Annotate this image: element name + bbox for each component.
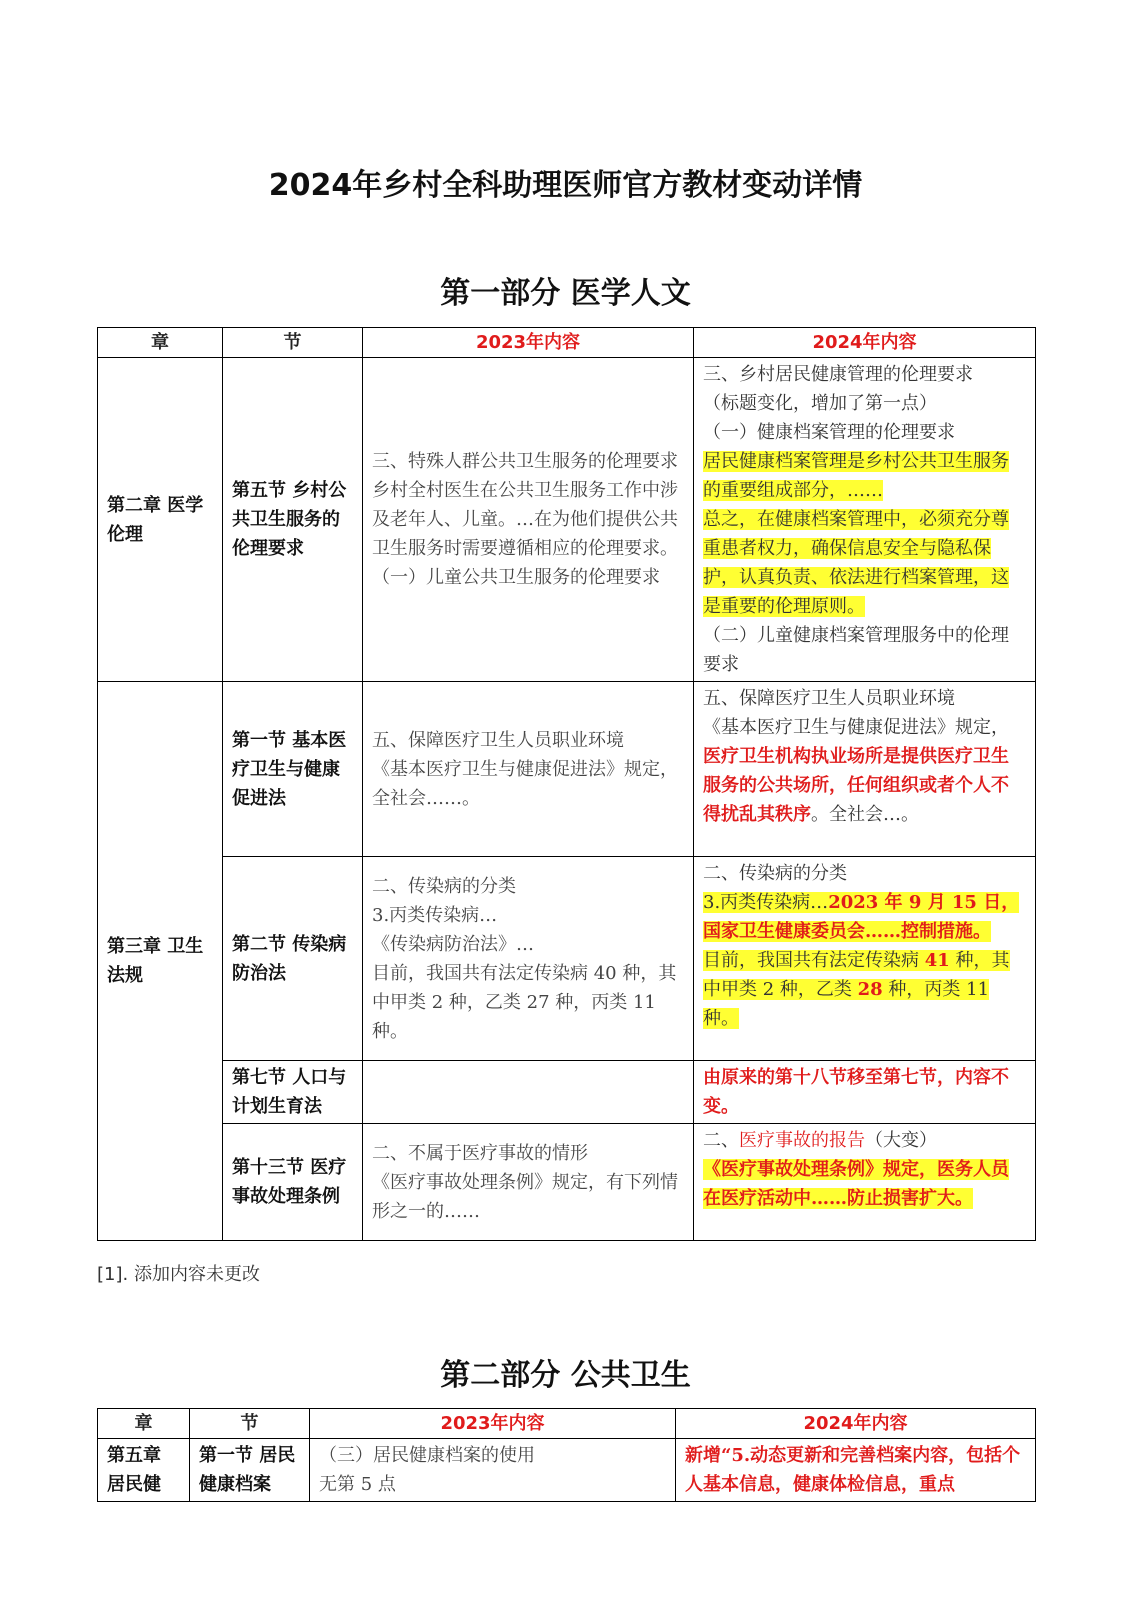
section-cell: 第七节 人口与计划生育法 — [223, 1061, 363, 1124]
text-line: 乡村全村医生在公共卫生服务工作中涉及老年人、儿童。…在为他们提供公共卫生服务时需要遵循相应的伦理要求。 — [372, 480, 678, 559]
section-cell: 第十三节 医疗事故处理条例 — [223, 1124, 363, 1241]
text-span: （大变） — [865, 1130, 937, 1151]
changed-heading: 医疗事故的报告 — [739, 1130, 865, 1151]
text-span: 《基本医疗卫生与健康促进法》规定， — [703, 717, 1009, 738]
highlighted-text: 总之，在健康档案管理中，必须充分尊重患者权力，确保信息安全与隐私保护，认真负责、依法进行档案管理，这是重要的伦理原则。 — [703, 509, 1009, 617]
highlighted-text: 居民健康档案管理是乡村公共卫生服务的重要组成部分，…… — [703, 451, 1009, 501]
section-cell: 第五节 乡村公共卫生服务的伦理要求 — [223, 358, 363, 682]
text-line: 《医疗事故处理条例》规定，有下列情形之一的…… — [372, 1171, 678, 1222]
header-2024: 2024年内容 — [694, 328, 1036, 358]
text-line: 五、保障医疗卫生人员职业环境 — [372, 729, 624, 751]
text-line: 3.丙类传染病… — [372, 904, 498, 926]
changed-number: 41 — [924, 950, 950, 971]
header-section: 节 — [190, 1409, 310, 1439]
document-title: 2024年乡村全科助理医师官方教材变动详情 — [268, 168, 863, 203]
content-2024-cell: 新增“5.动态更新和完善档案内容，包括个人基本信息，健康体检信息，重点 — [676, 1439, 1036, 1502]
table-header-row — [98, 1409, 1036, 1439]
content-2023-cell — [363, 1061, 694, 1124]
text-span: 目前，我国共有法定传染病 — [703, 950, 925, 971]
added-text: 2023 年 9 月 15 日，国家卫生健康委员会……控制措施。 — [703, 892, 1020, 942]
header-2023: 2023年内容 — [310, 1409, 676, 1439]
content-2023-cell — [363, 857, 694, 1061]
content-2024-cell — [694, 857, 1036, 1061]
text-line: 五、保障医疗卫生人员职业环境 — [703, 688, 955, 709]
footnote: [1]. 添加内容未更改 — [97, 1264, 260, 1285]
header-chapter: 章 — [98, 1409, 190, 1439]
content-2023-cell — [363, 358, 694, 682]
header-chapter: 章 — [98, 328, 223, 358]
header-2024: 2024年内容 — [676, 1409, 1036, 1439]
table-row — [98, 1439, 1036, 1502]
part-two-table — [97, 1408, 1036, 1502]
added-text: 医疗卫生机构执业场所是提供医疗卫生服务的公共场所，任何组织或者个人不得扰乱其秩序 — [703, 746, 1009, 825]
text-line: 《基本医疗卫生与健康促进法》规定，全社会……。 — [372, 758, 678, 809]
text-line: （一）健康档案管理的伦理要求 — [703, 422, 955, 443]
content-2024-cell — [694, 682, 1036, 857]
text-line: 三、特殊人群公共卫生服务的伦理要求 — [372, 451, 678, 472]
highlighted-text — [703, 950, 1010, 1029]
content-2023-cell — [363, 1124, 694, 1241]
text-line: （标题变化，增加了第一点） — [703, 393, 937, 414]
section-cell: 第二节 传染病防治法 — [223, 857, 363, 1061]
text-line: 二、传染病的分类 — [372, 875, 516, 897]
table-row — [98, 682, 1036, 857]
chapter-cell: 第二章 医学伦理 — [98, 358, 223, 682]
text-span: 。全社会…。 — [811, 804, 919, 825]
text-span: 3.丙类传染病… — [703, 892, 829, 913]
section-cell: 第一节 居民健康档案 — [190, 1439, 310, 1502]
text-span: 种，其中甲类 2 种，乙类 — [703, 950, 1010, 1000]
table-row — [98, 1061, 1036, 1124]
part-one-table — [97, 327, 1036, 1241]
content-2023-cell — [310, 1439, 676, 1502]
highlighted-text: 《医疗事故处理条例》规定，医务人员在医疗活动中……防止损害扩大。 — [703, 1159, 1009, 1209]
text-line: （一）儿童公共卫生服务的伦理要求 — [372, 567, 660, 588]
content-2023-cell — [363, 682, 694, 857]
text-line: （二）儿童健康档案管理服务中的伦理要求 — [703, 625, 1009, 675]
table-header-row — [98, 328, 1036, 358]
section-cell: 第一节 基本医疗卫生与健康促进法 — [223, 682, 363, 857]
text-line: 目前，我国共有法定传染病 40 种，其中甲类 2 种，乙类 27 种，丙类 11 种。 — [372, 962, 677, 1042]
text-span: 种，丙类 11 种。 — [703, 979, 990, 1029]
chapter-cell: 第三章 卫生法规 — [98, 682, 223, 1241]
text-line: （三）居民健康档案的使用 — [319, 1445, 535, 1466]
text-line: 无第 5 点 — [319, 1474, 396, 1495]
part-one-title: 第一部分 医学人文 — [440, 276, 691, 311]
content-2024-cell: 由原来的第十八节移至第七节，内容不变。 — [694, 1061, 1036, 1124]
table-row — [98, 857, 1036, 1061]
text-span: 二、 — [703, 1130, 739, 1151]
part-two-title: 第二部分 公共卫生 — [440, 1358, 691, 1393]
header-2023: 2023年内容 — [363, 328, 694, 358]
text-line: 《传染病防治法》… — [372, 933, 534, 955]
table-row — [98, 1124, 1036, 1241]
text-line: 三、乡村居民健康管理的伦理要求 — [703, 364, 973, 385]
text-line: 二、不属于医疗事故的情形 — [372, 1142, 588, 1164]
changed-number: 28 — [857, 979, 883, 1000]
content-2024-cell — [694, 358, 1036, 682]
text-line: 二、传染病的分类 — [703, 863, 847, 884]
header-section: 节 — [223, 328, 363, 358]
chapter-cell: 第五章 居民健 — [98, 1439, 190, 1502]
highlighted-text — [703, 892, 1019, 942]
table-row — [98, 358, 1036, 682]
content-2024-cell — [694, 1124, 1036, 1241]
